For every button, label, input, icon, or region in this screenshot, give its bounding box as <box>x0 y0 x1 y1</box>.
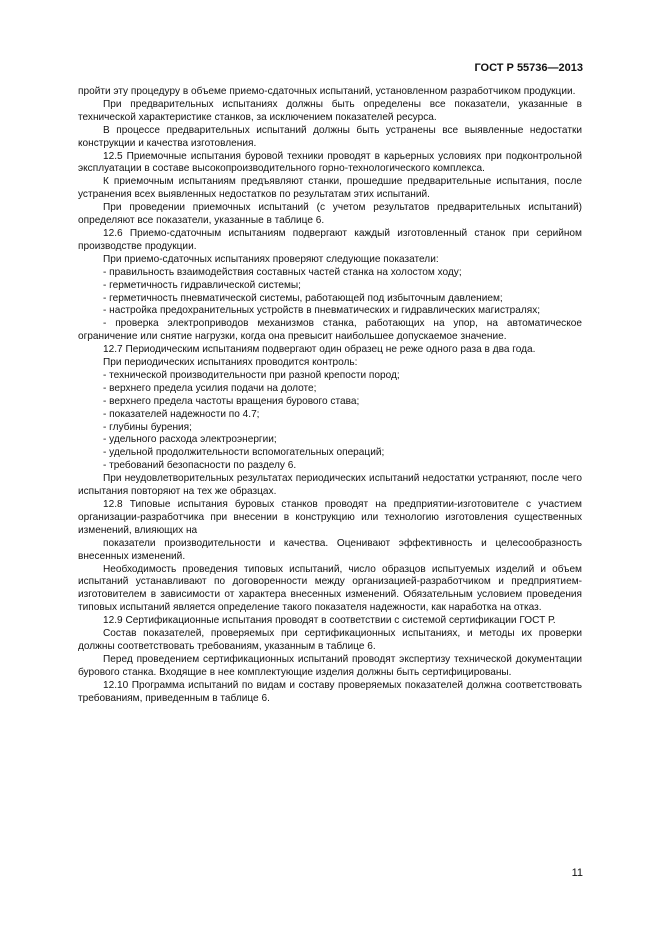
paragraph: К приемочным испытаниям предъявляют станки, прошедшие предварительные испытания, после устранения всех выявленных недостатков по результатам этих испытаний. <box>78 176 582 201</box>
paragraph: 12.8 Типовые испытания буровых станков проводят на предприятии-изготовителе с участием организации-разработчика при внесении в конструкцию или технологию изготовления существенных изменений, влияющих на <box>78 499 582 536</box>
paragraph: 12.6 Приемо-сдаточным испытаниям подвергают каждый изготовленный станок при серийном производстве продукции. <box>78 227 582 252</box>
list-item: - требований безопасности по разделу 6. <box>103 460 297 472</box>
paragraph: В процессе предварительных испытаний должны быть устранены все выявленные недостатки конструкции и качества изготовления. <box>78 124 582 149</box>
paragraph: 12.9 Сертификационные испытания проводят в соответствии с системой сертификации ГОСТ Р. <box>103 615 556 627</box>
paragraph: показатели производительности и качества. Оценивают эффективность и целесообразность внесенных изменений. <box>78 537 582 562</box>
list-item: - верхнего предела усилия подачи на долоте; <box>103 382 317 394</box>
document-body <box>78 86 582 706</box>
list-item: - технической производительности при разной крепости пород; <box>103 369 400 381</box>
paragraph: 12.5 Приемочные испытания буровой техники проводят в карьерных условиях при подконтрольной эксплуатации в составе высокопроизводительного горно-технологического комплекса. <box>78 150 582 175</box>
paragraph: Состав показателей, проверяемых при сертификационных испытаниях, и методы их проверки должны соответствовать требованиям, указанным в таблице 6. <box>78 628 582 652</box>
list-item: - верхнего предела частоты вращения бурового става; <box>103 395 360 407</box>
list-item: - показателей надежности по 4.7; <box>103 408 260 420</box>
list-item: - удельного расхода электроэнергии; <box>103 434 277 446</box>
document-standard-id: ГОСТ Р 55736—2013 <box>474 62 583 74</box>
list-item: - проверка электроприводов механизмов станка, работающих на упор, на автоматическое ограничение или снятие нагрузки, когда она превысит наибольшее допускаемое значение. <box>78 318 582 343</box>
list-item: - правильность взаимодействия составных частей станка на холостом ходу; <box>103 266 462 278</box>
paragraph: Необходимость проведения типовых испытаний, число образцов испытуемых изделий и объем испытаний устанавливают по договоренности между организацией-разработчиком и предприятием-изготовителем в зависимости от характера внесенных изменений. Обязательным условием проведения типовых испытаний является определение такого показателя надежности, как наработка на отказ. <box>78 563 582 614</box>
list-item: - настройка предохранительных устройств в пневматических и гидравлических магистралях; <box>103 305 541 317</box>
list-item: - удельной продолжительности вспомогательных операций; <box>103 447 385 459</box>
list-item: - герметичность пневматической системы, работающей под избыточным давлением; <box>103 292 503 304</box>
paragraph: При неудовлетворительных результатах периодических испытаний недостатки устраняют, после чего испытания повторяют на тех же образцах. <box>78 473 582 498</box>
paragraph: При предварительных испытаниях должны быть определены все показатели, указанные в технической характеристике станков, за исключением показателей ресурса. <box>78 98 582 123</box>
list-item: - глубины бурения; <box>103 421 192 433</box>
page-number: 11 <box>571 867 583 879</box>
list-item: - герметичность гидравлической системы; <box>103 279 301 291</box>
paragraph: При проведении приемочных испытаний (с учетом результатов предварительных испытаний) определяют все показатели, указанные в таблице 6. <box>78 202 582 227</box>
paragraph: При периодических испытаниях проводится контроль: <box>103 357 358 369</box>
paragraph: 12.10 Программа испытаний по видам и составу проверяемых показателей должна соответствовать требованиям, приведенным в таблице 6. <box>78 679 582 704</box>
paragraph: Перед проведением сертификационных испытаний проводят экспертизу технической документации бурового станка. Входящие в нее комплектующие изделия должны быть сертифицированы. <box>78 653 582 678</box>
paragraph: При приемо-сдаточных испытаниях проверяют следующие показатели: <box>103 253 439 265</box>
paragraph: пройти эту процедуру в объеме приемо-сдаточных испытаний, установленном разработчиком продукции. <box>78 86 576 97</box>
paragraph: 12.7 Периодическим испытаниям подвергают один образец не реже одного раза в два года. <box>103 344 536 356</box>
